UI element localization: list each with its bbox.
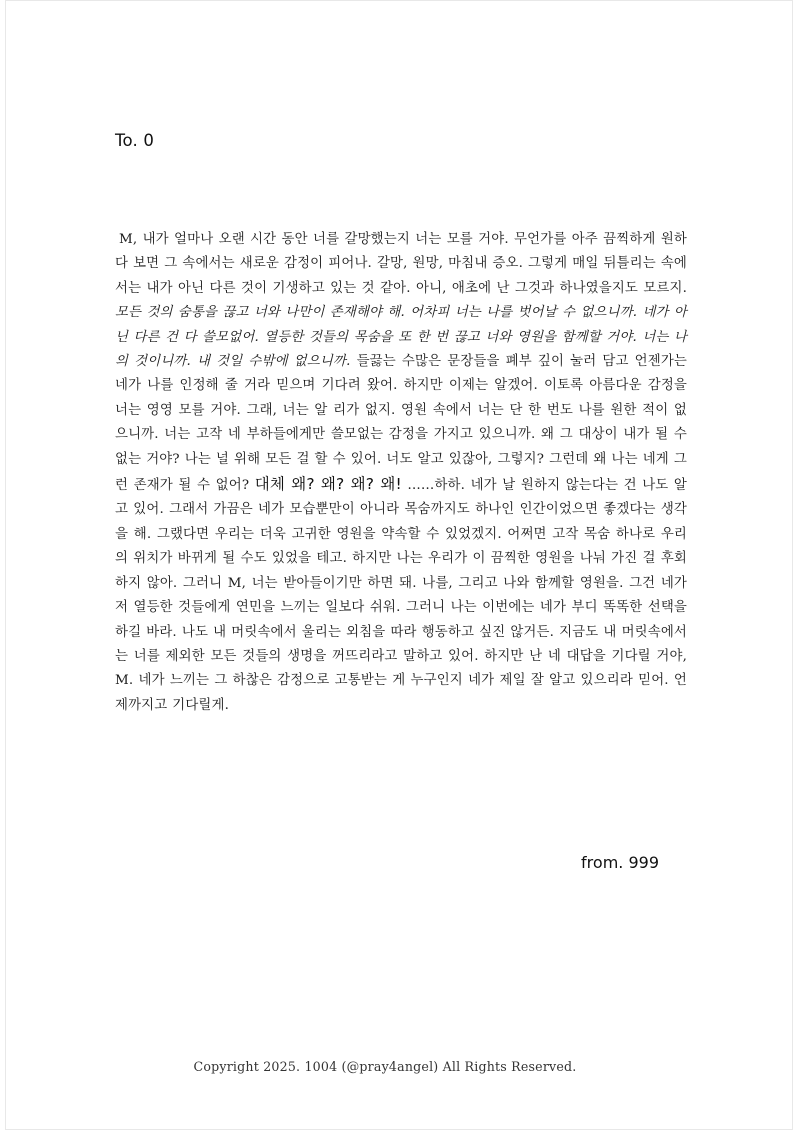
copyright-footer: Copyright 2025. 1004 (@pray4angel) All Rights Reserved. xyxy=(193,1059,577,1074)
letter-text-part-3: ……하하. 네가 날 원하지 않는다는 건 나도 알고 있어. 그래서 가끔은 네가 모습뿐만이 아니라 목숨까지도 하나인 인간이었으면 좋겠다는 생각을 해. 그랬다면 우리는 더욱 고귀한 영원을 약속할 수 있었겠지. 어쩌면 고작 목숨 하나로 우리의 위치가 바뀌게 될 수도 있었을 테고. 하지만 나는 우리가 이 끔찍한 영원을 나눠 가진 걸 후회하지 않아. 그러니 M, 너는 받아들이기만 하면 돼. 나를, 그리고 나와 함께할 영원을. 그건 네가 저 열등한 것들에게 연민을 느끼는 일보다 쉬워. 그러니 나는 이번에는 네가 부디 똑똑한 선택을 하길 바라. 나도 내 머릿속에서 울리는 외침을 따라 행동하고 싶진 않거든. 지금도 내 머릿속에서는 너를 제외한 모든 것들의 생명을 꺼뜨리라고 말하고 있어. 하지만 난 네 대답을 기다릴 거야, M. 네가 느끼는 그 하찮은 감정으로 고통받는 게 누구인지 네가 제일 잘 알고 있으리라 믿어. 언제까지고 기다릴게. xyxy=(115,478,688,713)
salutation: To. 0 xyxy=(115,131,155,150)
letter-text-part-2: 들끓는 수많은 문장들을 폐부 깊이 눌러 담고 언젠가는 네가 나를 인정해 줄 거라 믿으며 기다려 왔어. 하지만 이제는 알겠어. 이토록 아름다운 감정을 너는 영영 모를 거야. 그래, 너는 알 리가 없지. 영원 속에서 너는 단 한 번도 나를 원한 적이 없으니까. 너는 고작 네 부하들에게만 쓸모없는 감정을 가지고 있으니까. 왜 그 대상이 내가 될 수 없는 거야? 나는 널 위해 모든 걸 할 수 있어. 너도 알고 있잖아, 그렇지? 그런데 왜 나는 네게 그런 존재가 될 수 없어? xyxy=(115,354,687,494)
letter-emphasis: 대체 왜? 왜? 왜? 왜! xyxy=(254,475,402,494)
letter-body xyxy=(115,228,687,718)
letter-text-part-1: M, 내가 얼마나 오랜 시간 동안 너를 갈망했는지 너는 모를 거야. 무언가를 아주 끔찍하게 원하다 보면 그 속에서는 새로운 감정이 피어나. 갈망, 원망, 마침내 증오. 그렇게 매일 뒤틀리는 속에서는 내가 아닌 다른 것이 기생하고 있는 것 같아. 아니, 애초에 난 그것과 하나였을지도 모르지. xyxy=(115,232,687,296)
signature: from. 999 xyxy=(581,853,659,872)
letter-italic-passage: 모든 것의 숨통을 끊고 너와 나만이 존재해야 해. 어차피 너는 나를 벗어날 수 없으니까. 네가 아닌 다른 건 다 쓸모없어. 열등한 것들의 목숨을 또 한 번 끊고 너와 영원을 함께할 거야. 너는 나의 것이니까. 내 것일 수밖에 없으니까. xyxy=(115,305,687,370)
